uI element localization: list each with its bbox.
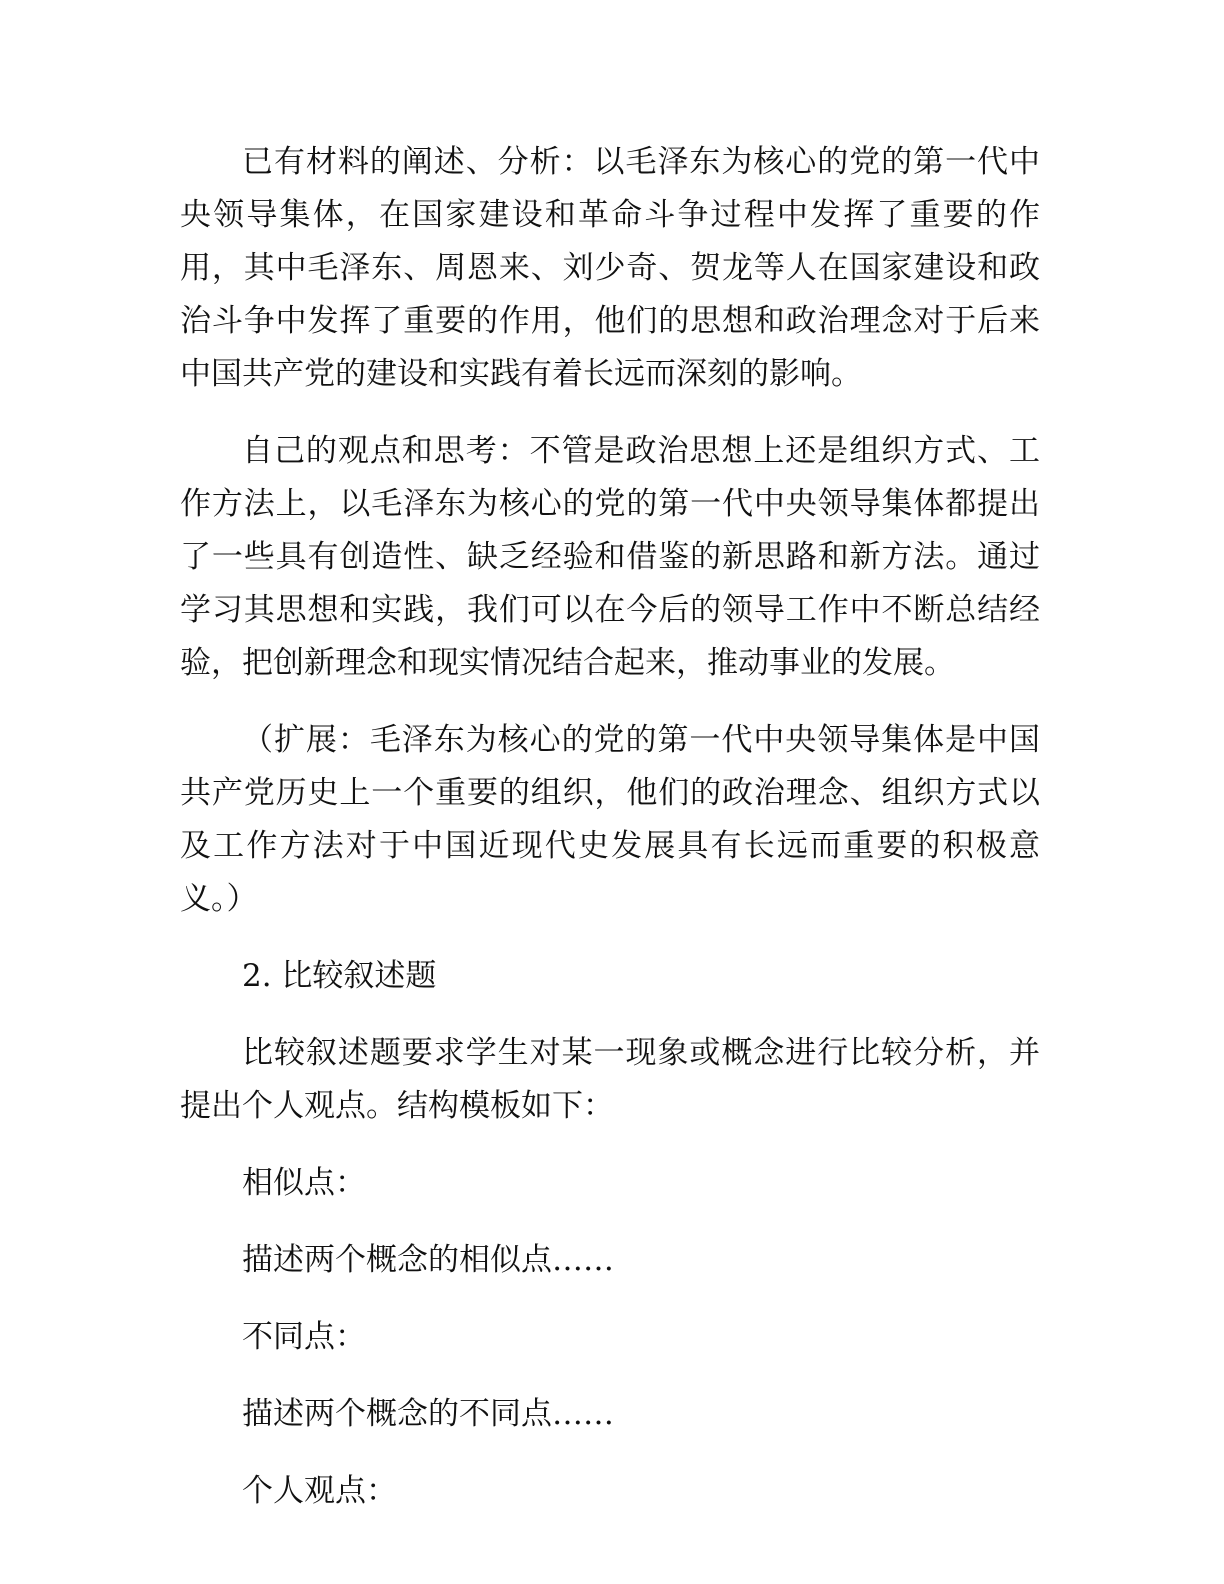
document-body bbox=[180, 136, 1040, 1542]
paragraph-extension: （扩展：毛泽东为核心的党的第一代中央领导集体是中国共产党历史上一个重要的组织，他们的政治理念、组织方式以及工作方法对于中国近现代史发展具有长远而重要的积极意义。） bbox=[180, 722, 1040, 917]
text-differences: 描述两个概念的不同点…… bbox=[242, 1396, 614, 1432]
label-differences: 不同点： bbox=[242, 1319, 366, 1355]
section-heading-comparison: 2. 比较叙述题 bbox=[242, 958, 437, 994]
text-similarities: 描述两个概念的相似点…… bbox=[242, 1242, 614, 1278]
paragraph-material-analysis: 已有材料的阐述、分析：以毛泽东为核心的党的第一代中央领导集体，在国家建设和革命斗争过程中发挥了重要的作用，其中毛泽东、周恩来、刘少奇、贺龙等人在国家建设和政治斗争中发挥了重要的作用，他们的思想和政治理念对于后来中国共产党的建设和实践有着长远而深刻的影响。 bbox=[180, 144, 1040, 392]
label-personal-view: 个人观点： bbox=[242, 1473, 397, 1509]
paragraph-own-view: 自己的观点和思考：不管是政治思想上还是组织方式、工作方法上，以毛泽东为核心的党的第一代中央领导集体都提出了一些具有创造性、缺乏经验和借鉴的新思路和新方法。通过学习其思想和实践，我们可以在今后的领导工作中不断总结经验，把创新理念和现实情况结合起来，推动事业的发展。 bbox=[180, 433, 1040, 681]
paragraph-comparison-intro: 比较叙述题要求学生对某一现象或概念进行比较分析，并提出个人观点。结构模板如下： bbox=[180, 1035, 1040, 1124]
label-similarities: 相似点： bbox=[242, 1165, 366, 1201]
